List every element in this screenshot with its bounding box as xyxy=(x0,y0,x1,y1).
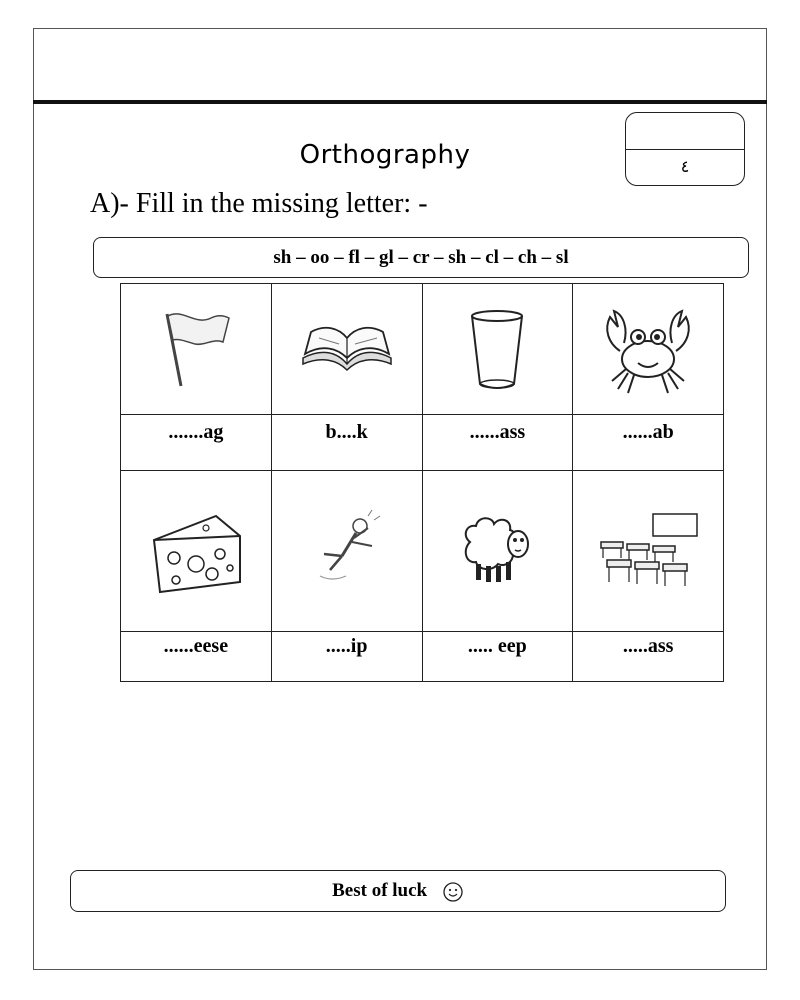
cell-book xyxy=(271,284,422,415)
crab-picture xyxy=(598,299,698,399)
cheese-picture xyxy=(146,506,246,596)
answer-cell-flag[interactable] xyxy=(121,415,272,471)
footer-text: Best of luck xyxy=(332,880,428,901)
answer-cell-book[interactable] xyxy=(271,415,422,471)
page-title: Orthography xyxy=(299,140,471,170)
cell-cheese xyxy=(121,471,272,632)
glass-picture xyxy=(462,304,532,394)
word-glass: ......ass xyxy=(469,421,526,443)
word-book: b....k xyxy=(325,421,368,443)
picture-row-1 xyxy=(121,284,724,415)
word-bank: sh – oo – fl – gl – cr – sh – cl – ch – sl xyxy=(93,237,749,278)
word-class: .....ass xyxy=(622,635,674,657)
answer-cell-class[interactable] xyxy=(573,632,724,682)
word-slip: .....ip xyxy=(325,635,368,657)
score-mark: ٤ xyxy=(680,157,690,176)
score-box-divider xyxy=(626,149,744,150)
smiley-icon xyxy=(442,881,464,903)
cell-class xyxy=(573,471,724,632)
footer-box xyxy=(70,870,726,912)
cell-slip xyxy=(271,471,422,632)
word-flag: .......ag xyxy=(168,421,224,443)
classroom-picture xyxy=(593,506,703,596)
slipping-person-picture xyxy=(302,506,392,596)
word-cheese: ......eese xyxy=(163,635,229,657)
answer-cell-crab[interactable] xyxy=(573,415,724,471)
word-row-2 xyxy=(121,632,724,682)
answer-cell-glass[interactable] xyxy=(422,415,573,471)
score-box xyxy=(625,112,745,186)
picture-row-2 xyxy=(121,471,724,632)
cell-flag xyxy=(121,284,272,415)
cell-crab xyxy=(573,284,724,415)
answer-cell-slip[interactable] xyxy=(271,632,422,682)
instruction: A)- Fill in the missing letter: - xyxy=(90,188,428,219)
header-rule xyxy=(33,100,767,104)
word-row-1 xyxy=(121,415,724,471)
cell-glass xyxy=(422,284,573,415)
exercise-grid xyxy=(120,283,724,682)
answer-cell-cheese[interactable] xyxy=(121,632,272,682)
word-crab: ......ab xyxy=(622,421,674,443)
answer-cell-sheep[interactable] xyxy=(422,632,573,682)
book-picture xyxy=(297,314,397,384)
word-sheep: ..... eep xyxy=(467,635,527,657)
sheep-picture xyxy=(452,506,542,596)
flag-picture xyxy=(151,304,241,394)
cell-sheep xyxy=(422,471,573,632)
